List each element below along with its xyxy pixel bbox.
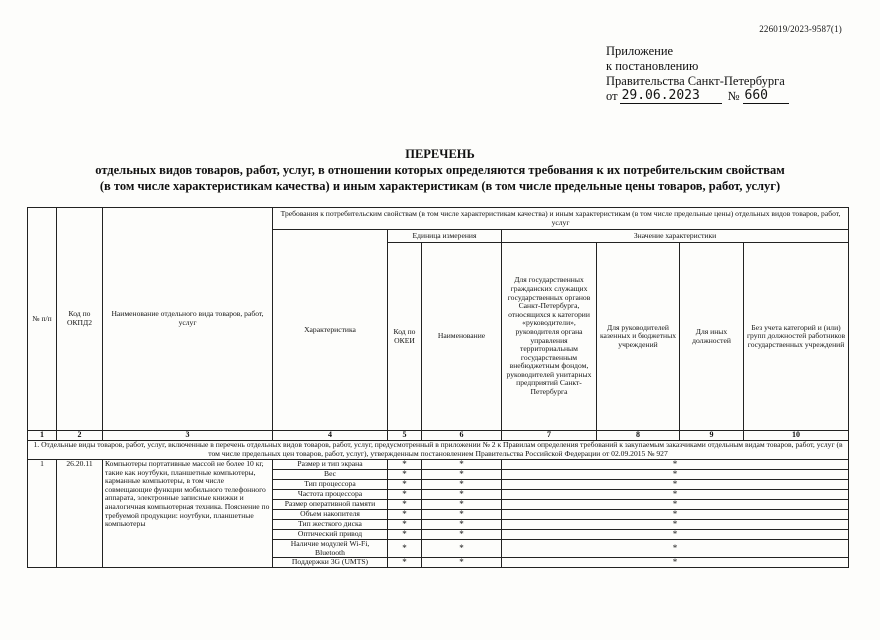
okei-cell: * bbox=[388, 530, 422, 540]
header-value-other-positions: Для иных должностей bbox=[680, 243, 744, 431]
col-number: 3 bbox=[103, 431, 273, 441]
unit-cell: * bbox=[422, 530, 502, 540]
appendix-line-1: Приложение bbox=[606, 44, 674, 58]
col-number: 1 bbox=[28, 431, 57, 441]
characteristic-cell: Размер и тип экрана bbox=[273, 460, 388, 470]
document-title bbox=[0, 146, 880, 194]
requirements-table bbox=[27, 207, 849, 568]
header-unit: Единица измерения bbox=[388, 230, 502, 243]
header-value-civil-servants: Для государственных гражданских служащих государственных органов Санкт-Петербурга, относящихся к категории «руководители», руководителя органа управления территориальным государственным внебюджетным фондом, руководителей унитарных предприятий Санкт-Петербурга bbox=[502, 243, 597, 431]
okei-cell: * bbox=[388, 558, 422, 568]
from-label: от bbox=[606, 89, 618, 103]
col-number: 5 bbox=[388, 431, 422, 441]
okei-cell: * bbox=[388, 500, 422, 510]
okei-cell: * bbox=[388, 480, 422, 490]
title-line-1: отдельных видов товаров, работ, услуг, в отношении которых определяются требования к их потребительским свойствам bbox=[95, 163, 785, 177]
okei-cell: * bbox=[388, 520, 422, 530]
okei-cell: * bbox=[388, 540, 422, 558]
title-line-2: (в том числе характеристикам качества) и иным характеристикам (в том числе предельные цены товаров, работ, услуг) bbox=[99, 179, 781, 193]
title-heading: ПЕРЕЧЕНЬ bbox=[405, 147, 475, 161]
okei-cell: * bbox=[388, 470, 422, 480]
header-name: Наименование отдельного вида товаров, работ, услуг bbox=[103, 208, 273, 431]
header-no: № п/п bbox=[28, 208, 57, 431]
item-no: 1 bbox=[28, 460, 57, 568]
unit-cell: * bbox=[422, 470, 502, 480]
col-number: 7 bbox=[502, 431, 597, 441]
characteristic-cell: Частота процессора bbox=[273, 490, 388, 500]
col-number: 6 bbox=[422, 431, 502, 441]
header-unit-name: Наименование bbox=[422, 243, 502, 431]
characteristic-cell: Поддержки 3G (UMTS) bbox=[273, 558, 388, 568]
value-cell: * bbox=[502, 540, 849, 558]
okei-cell: * bbox=[388, 510, 422, 520]
number-label: № bbox=[727, 89, 740, 103]
characteristic-cell: Вес bbox=[273, 470, 388, 480]
document-number: 226019/2023-9587(1) bbox=[759, 24, 842, 34]
section-1-heading: 1. Отдельные виды товаров, работ, услуг, включенные в перечень отдельных видов товаров, работ, услуг, предусмотренный в приложении № 2 к Правилам определения требований к закупаемым заказчиками отдельным видам товаров, работ, услуг (в том числе предельных цен товаров, работ, услуг), утвержденным постановлением Правительства Российской Федерации от 02.09.2015 № 927 bbox=[28, 441, 849, 460]
value-cell: * bbox=[502, 530, 849, 540]
characteristic-cell: Оптический привод bbox=[273, 530, 388, 540]
resolution-number: 660 bbox=[743, 89, 789, 104]
item-name: Компьютеры портативные массой не более 10 кг, такие как ноутбуки, планшетные компьютеры, карманные компьютеры, в том числе совмещающие функции мобильного телефонного аппарата, электронные записные книжки и аналогичная компьютерная техника. Пояснение по требуемой продукции: ноутбуки, планшетные компьютеры bbox=[103, 460, 273, 568]
resolution-date: 29.06.2023 bbox=[620, 89, 722, 104]
appendix-date-line bbox=[606, 89, 789, 104]
value-cell: * bbox=[502, 490, 849, 500]
appendix-line-2: к постановлению bbox=[606, 59, 699, 73]
col-number: 4 bbox=[273, 431, 388, 441]
value-cell: * bbox=[502, 520, 849, 530]
value-cell: * bbox=[502, 480, 849, 490]
characteristic-cell: Наличие модулей Wi-Fi, Bluetooth bbox=[273, 540, 388, 558]
unit-cell: * bbox=[422, 490, 502, 500]
appendix-block bbox=[606, 44, 789, 104]
item-1-rows bbox=[28, 460, 849, 568]
header-requirements: Требования к потребительским свойствам (в том числе характеристикам качества) и иным характеристикам (в том числе предельные цены) отдельных видов товаров, работ, услуг bbox=[273, 208, 849, 230]
value-cell: * bbox=[502, 460, 849, 470]
header-value-no-category: Без учета категорий и (или) групп должностей работников государственных учреждений bbox=[744, 243, 849, 431]
characteristic-cell: Объем накопителя bbox=[273, 510, 388, 520]
col-number: 9 bbox=[680, 431, 744, 441]
value-cell: * bbox=[502, 510, 849, 520]
col-number: 8 bbox=[597, 431, 680, 441]
header-characteristic: Характеристика bbox=[273, 230, 388, 431]
value-cell: * bbox=[502, 500, 849, 510]
value-cell: * bbox=[502, 558, 849, 568]
value-cell: * bbox=[502, 470, 849, 480]
unit-cell: * bbox=[422, 460, 502, 470]
col-number: 10 bbox=[744, 431, 849, 441]
appendix-line-3: Правительства Санкт-Петербурга bbox=[606, 74, 785, 88]
characteristic-cell: Размер оперативной памяти bbox=[273, 500, 388, 510]
okei-cell: * bbox=[388, 490, 422, 500]
characteristic-cell: Тип жесткого диска bbox=[273, 520, 388, 530]
unit-cell: * bbox=[422, 480, 502, 490]
unit-cell: * bbox=[422, 500, 502, 510]
unit-cell: * bbox=[422, 558, 502, 568]
header-okpd: Код по ОКПД2 bbox=[57, 208, 103, 431]
item-code: 26.20.11 bbox=[57, 460, 103, 568]
characteristic-cell: Тип процессора bbox=[273, 480, 388, 490]
unit-cell: * bbox=[422, 510, 502, 520]
table-row bbox=[28, 460, 849, 470]
unit-cell: * bbox=[422, 520, 502, 530]
okei-cell: * bbox=[388, 460, 422, 470]
unit-cell: * bbox=[422, 540, 502, 558]
header-okei: Код по ОКЕИ bbox=[388, 243, 422, 431]
header-value: Значение характеристики bbox=[502, 230, 849, 243]
col-number: 2 bbox=[57, 431, 103, 441]
header-value-heads-institutions: Для руководителей казенных и бюджетных учреждений bbox=[597, 243, 680, 431]
